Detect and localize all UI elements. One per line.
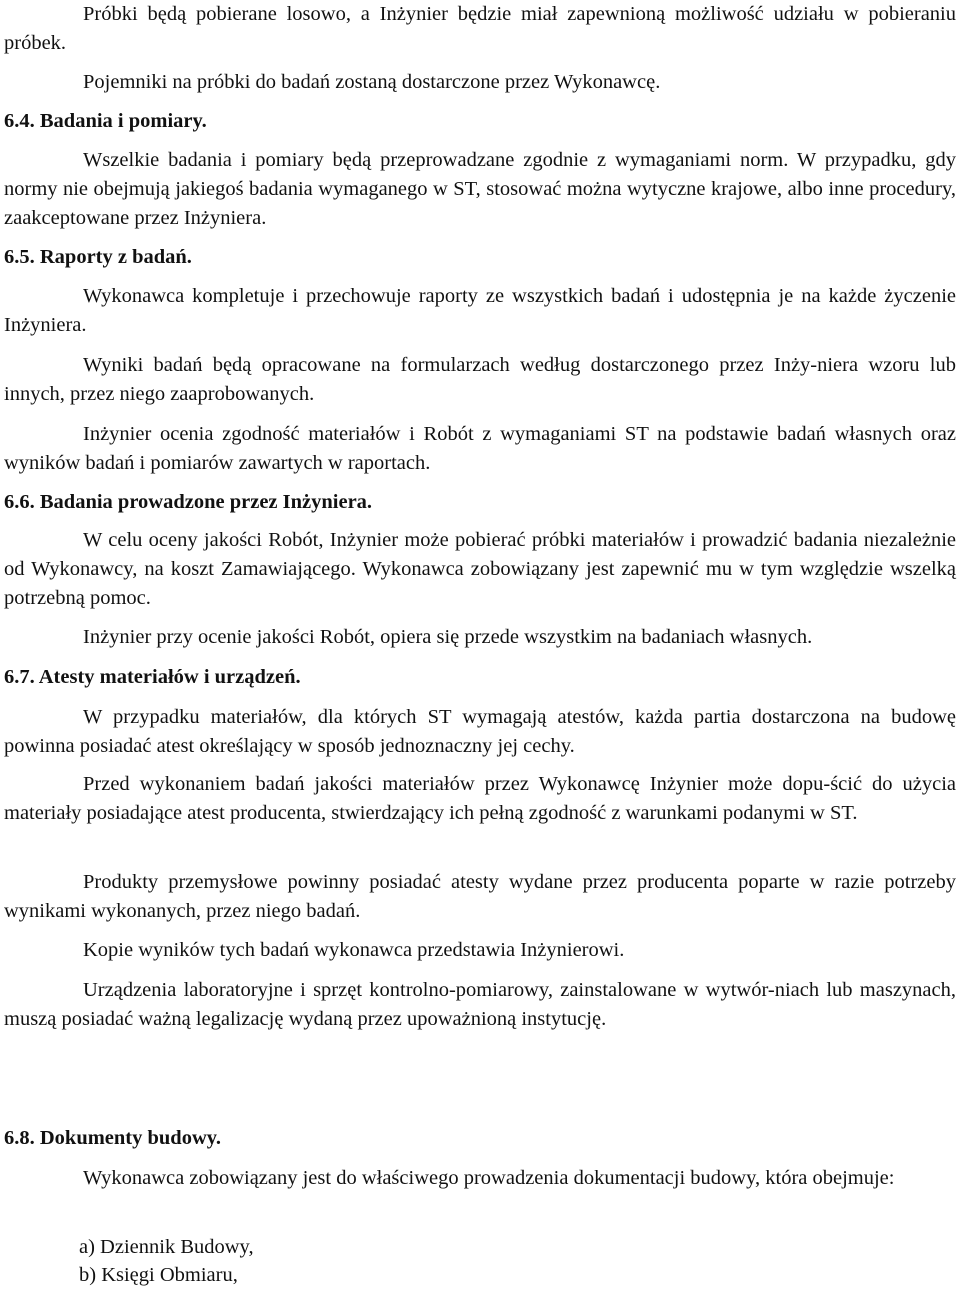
- paragraph-przed-wykonaniem: Przed wykonaniem badań jakości materiałów przez Wykonawcę Inżynier może dopu-ścić do użycia materiały posiadające atest producenta, stwierdzający ich pełną zgodność z warunkami podanymi w ST.: [4, 773, 956, 824]
- paragraph-kompletuje: Wykonawca kompletuje i przechowuje raporty ze wszystkich badań i udostępnia je na każde życzenie Inżyniera.: [4, 285, 956, 336]
- paragraph-ocenia: Inżynier ocenia zgodność materiałów i Robót z wymaganiami ST na podstawie badań własnych oraz wyników badań i pomiarów zawartych w raportach.: [4, 423, 956, 474]
- paragraph-produkty: Produkty przemysłowe powinny posiadać atesty wydane przez producenta poparte w razie potrzeby wynikami wykonanych, przez niego badań.: [4, 871, 956, 922]
- paragraph-w-celu-oceny: W celu oceny jakości Robót, Inżynier może pobierać próbki materiałów i prowadzić badania niezależnie od Wykonawcy, na koszt Zamawiającego. Wykonawca zobowiązany jest zapewnić mu w tym względzie wszelką potrzebną pomoc.: [4, 529, 956, 609]
- paragraph-urzadzenia: Urządzenia laboratoryjne i sprzęt kontrolno-pomiarowy, zainstalowane w wytwór-niach lub maszynach, muszą posiadać ważną legalizację wydaną przez upoważnioną instytucję.: [4, 979, 956, 1030]
- paragraph-wszelkie-badania: Wszelkie badania i pomiary będą przeprowadzane zgodnie z wymaganiami norm. W przypadku, gdy normy nie obejmują jakiegoś badania wymaganego w ST, stosować można wytyczne krajowe, albo inne procedury, zaakceptowane przez Inżyniera.: [4, 149, 956, 229]
- paragraph-wyniki: Wyniki badań będą opracowane na formularzach według dostarczonego przez Inży-niera wzoru lub innych, przez niego zaaprobowanych.: [4, 354, 956, 405]
- heading-6-7: 6.7. Atesty materiałów i urządzeń.: [4, 666, 301, 688]
- paragraph-dokumentacja: Wykonawca zobowiązany jest do właściwego prowadzenia dokumentacji budowy, która obejmuje:: [83, 1167, 895, 1189]
- list-item-ksiegi: b) Księgi Obmiaru,: [79, 1264, 238, 1286]
- paragraph-atesty: W przypadku materiałów, dla których ST wymagają atestów, każda partia dostarczona na budowę powinna posiadać atest określający w sposób jednoznaczny jej cechy.: [4, 706, 956, 757]
- paragraph-kopie: Kopie wyników tych badań wykonawca przedstawia Inżynierowi.: [83, 939, 625, 961]
- paragraph-probki-losowo: Próbki będą pobierane losowo, a Inżynier będzie miał zapewnioną możliwość udziału w pobieraniu próbek.: [4, 3, 956, 54]
- paragraph-pojemniki: Pojemniki na próbki do badań zostaną dostarczone przez Wykonawcę.: [83, 71, 661, 93]
- list-item-dziennik: a) Dziennik Budowy,: [79, 1236, 254, 1258]
- heading-6-8: 6.8. Dokumenty budowy.: [4, 1127, 222, 1149]
- paragraph-przy-ocenie: Inżynier przy ocenie jakości Robót, opiera się przede wszystkim na badaniach własnych.: [83, 626, 813, 648]
- heading-6-4: 6.4. Badania i pomiary.: [4, 110, 207, 132]
- heading-6-5: 6.5. Raporty z badań.: [4, 246, 192, 268]
- heading-6-6: 6.6. Badania prowadzone przez Inżyniera.: [4, 491, 373, 513]
